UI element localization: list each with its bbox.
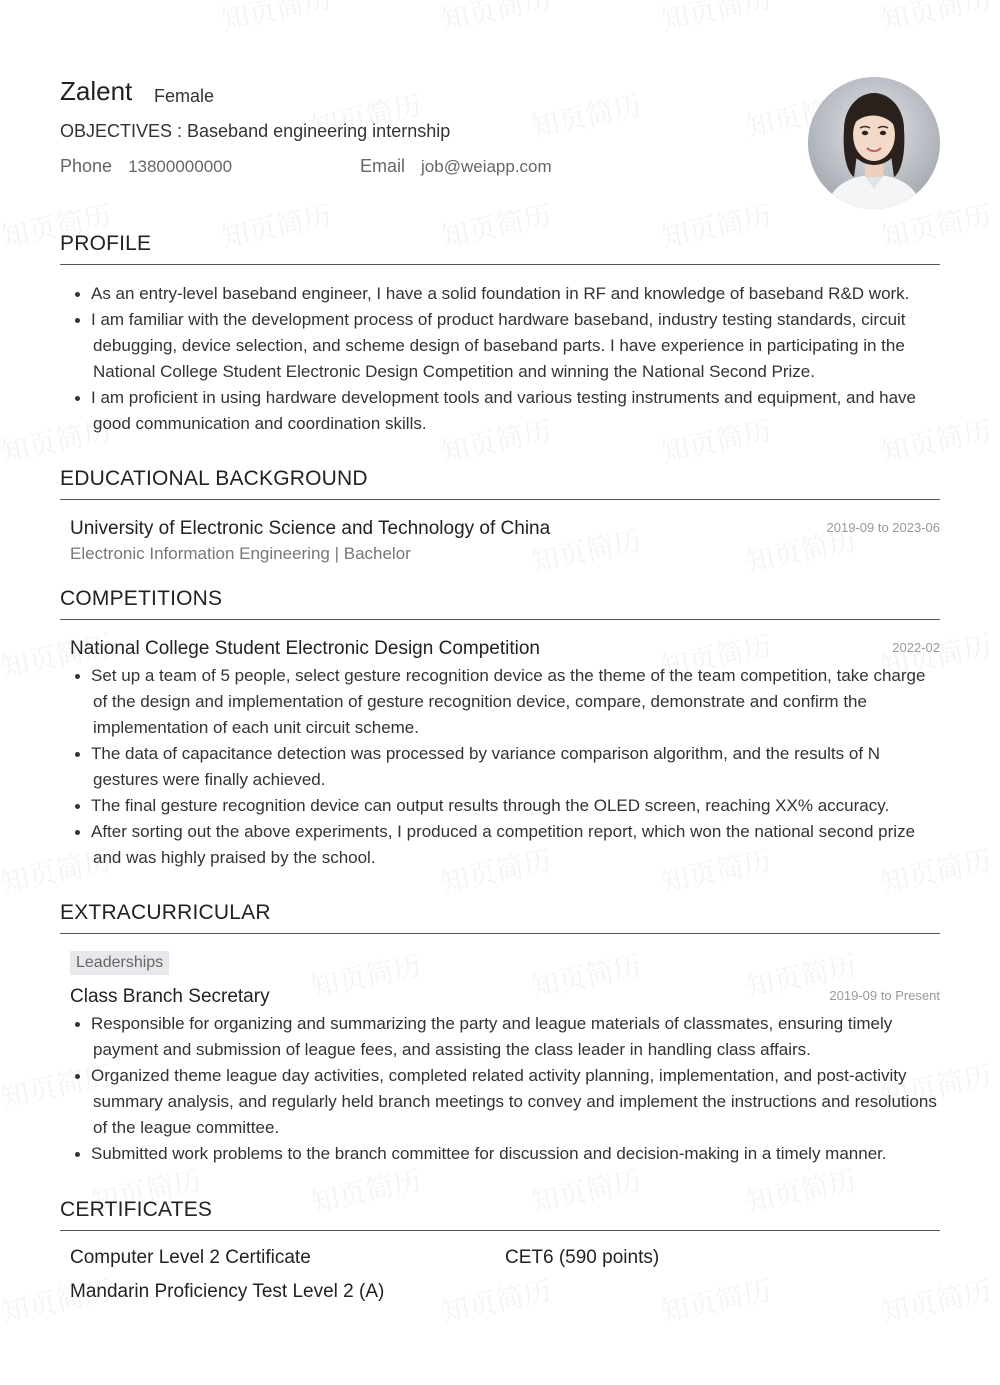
tag-row (60, 951, 940, 977)
candidate-name: Zalent (60, 76, 133, 106)
certificate-item: CET6 (590 points) (505, 1247, 660, 1268)
competition-name: National College Student Electronic Design Competition (70, 638, 540, 659)
phone-label: Phone (60, 156, 113, 176)
certificate-item: Mandarin Proficiency Test Level 2 (A) (70, 1281, 385, 1302)
competition-item: The data of capacitance detection was processed by variance comparison algorithm, and the results of N gestures were finally achieved. (60, 741, 940, 793)
email-value: job@weiapp.com (421, 157, 552, 176)
email-label: Email (360, 156, 406, 176)
competition-item: After sorting out the above experiments, I produced a competition report, which won the national second prize and was highly praised by the school. (60, 819, 940, 871)
profile-list (60, 281, 940, 437)
leaderships-tag: Leaderships (70, 951, 169, 975)
certificates-grid (60, 1231, 940, 1311)
education-detail: Electronic Information Engineering | Bachelor (70, 544, 411, 563)
profile-item: As an entry-level baseband engineer, I have a solid foundation in RF and knowledge of baseband R&D work. (60, 281, 940, 307)
competition-date: 2022-02 (892, 640, 940, 655)
competition-item: The final gesture recognition device can output results through the OLED screen, reaching XX% accuracy. (60, 793, 940, 819)
role-date: 2019-09 to Present (829, 988, 940, 1003)
role-title: Class Branch Secretary (70, 986, 270, 1007)
competition-entry-head (60, 636, 940, 662)
education-date: 2019-09 to 2023-06 (826, 520, 940, 535)
school-name: University of Electronic Science and Technology of China (70, 518, 551, 539)
avatar (808, 77, 940, 209)
profile-item: I am familiar with the development process of product hardware baseband, industry testing standards, circuit debugging, device selection, and scheme design of baseband parts. I have experience in participating in the National College Student Electronic Design Competition and winning the National Second Prize. (60, 307, 940, 385)
extracurricular-list (60, 1011, 940, 1167)
competition-item: Set up a team of 5 people, select gesture recognition device as the theme of the team competition, take charge of the design and implementation of gesture recognition device, compare, demonstrate and confirm the implementation of each unit circuit scheme. (60, 663, 940, 741)
profile-item: I am proficient in using hardware development tools and various testing instruments and equipment, and have good communication and coordination skills. (60, 385, 940, 437)
objective-line: OBJECTIVES : Baseband engineering internship (60, 121, 451, 141)
education-entry-head (60, 516, 940, 542)
resume-page (60, 0, 940, 1302)
competitions-section (60, 587, 940, 871)
phone-value: 13800000000 (128, 157, 233, 176)
section-title-education: EDUCATIONAL BACKGROUND (60, 467, 940, 500)
certificates-section (60, 1198, 940, 1311)
avatar-photo-icon (808, 77, 940, 209)
phone-contact (60, 156, 232, 177)
extracurricular-entry-head (60, 984, 940, 1010)
extracurricular-item: Organized theme league day activities, completed related activity planning, implementation, and post-activity summary analysis, and regularly held branch meetings to convey and implement the instructions and resolutions of the league committee. (60, 1063, 940, 1141)
candidate-gender: Female (154, 86, 215, 106)
resume-header (60, 0, 940, 210)
competition-list (60, 663, 940, 871)
profile-section (60, 232, 940, 437)
extracurricular-item: Responsible for organizing and summarizing the party and league materials of classmates, ensuring timely payment and submission of league fees, and assisting the class leader in handling class affairs. (60, 1011, 940, 1063)
section-title-profile: PROFILE (60, 232, 940, 265)
section-title-certificates: CERTIFICATES (60, 1198, 940, 1231)
section-title-competitions: COMPETITIONS (60, 587, 940, 620)
certificate-item: Computer Level 2 Certificate (70, 1247, 311, 1268)
extracurricular-item: Submitted work problems to the branch committee for discussion and decision-making in a timely manner. (60, 1141, 940, 1167)
section-title-extracurricular: EXTRACURRICULAR (60, 901, 940, 934)
education-section (60, 467, 940, 566)
email-contact (360, 156, 552, 177)
extracurricular-section (60, 901, 940, 1167)
